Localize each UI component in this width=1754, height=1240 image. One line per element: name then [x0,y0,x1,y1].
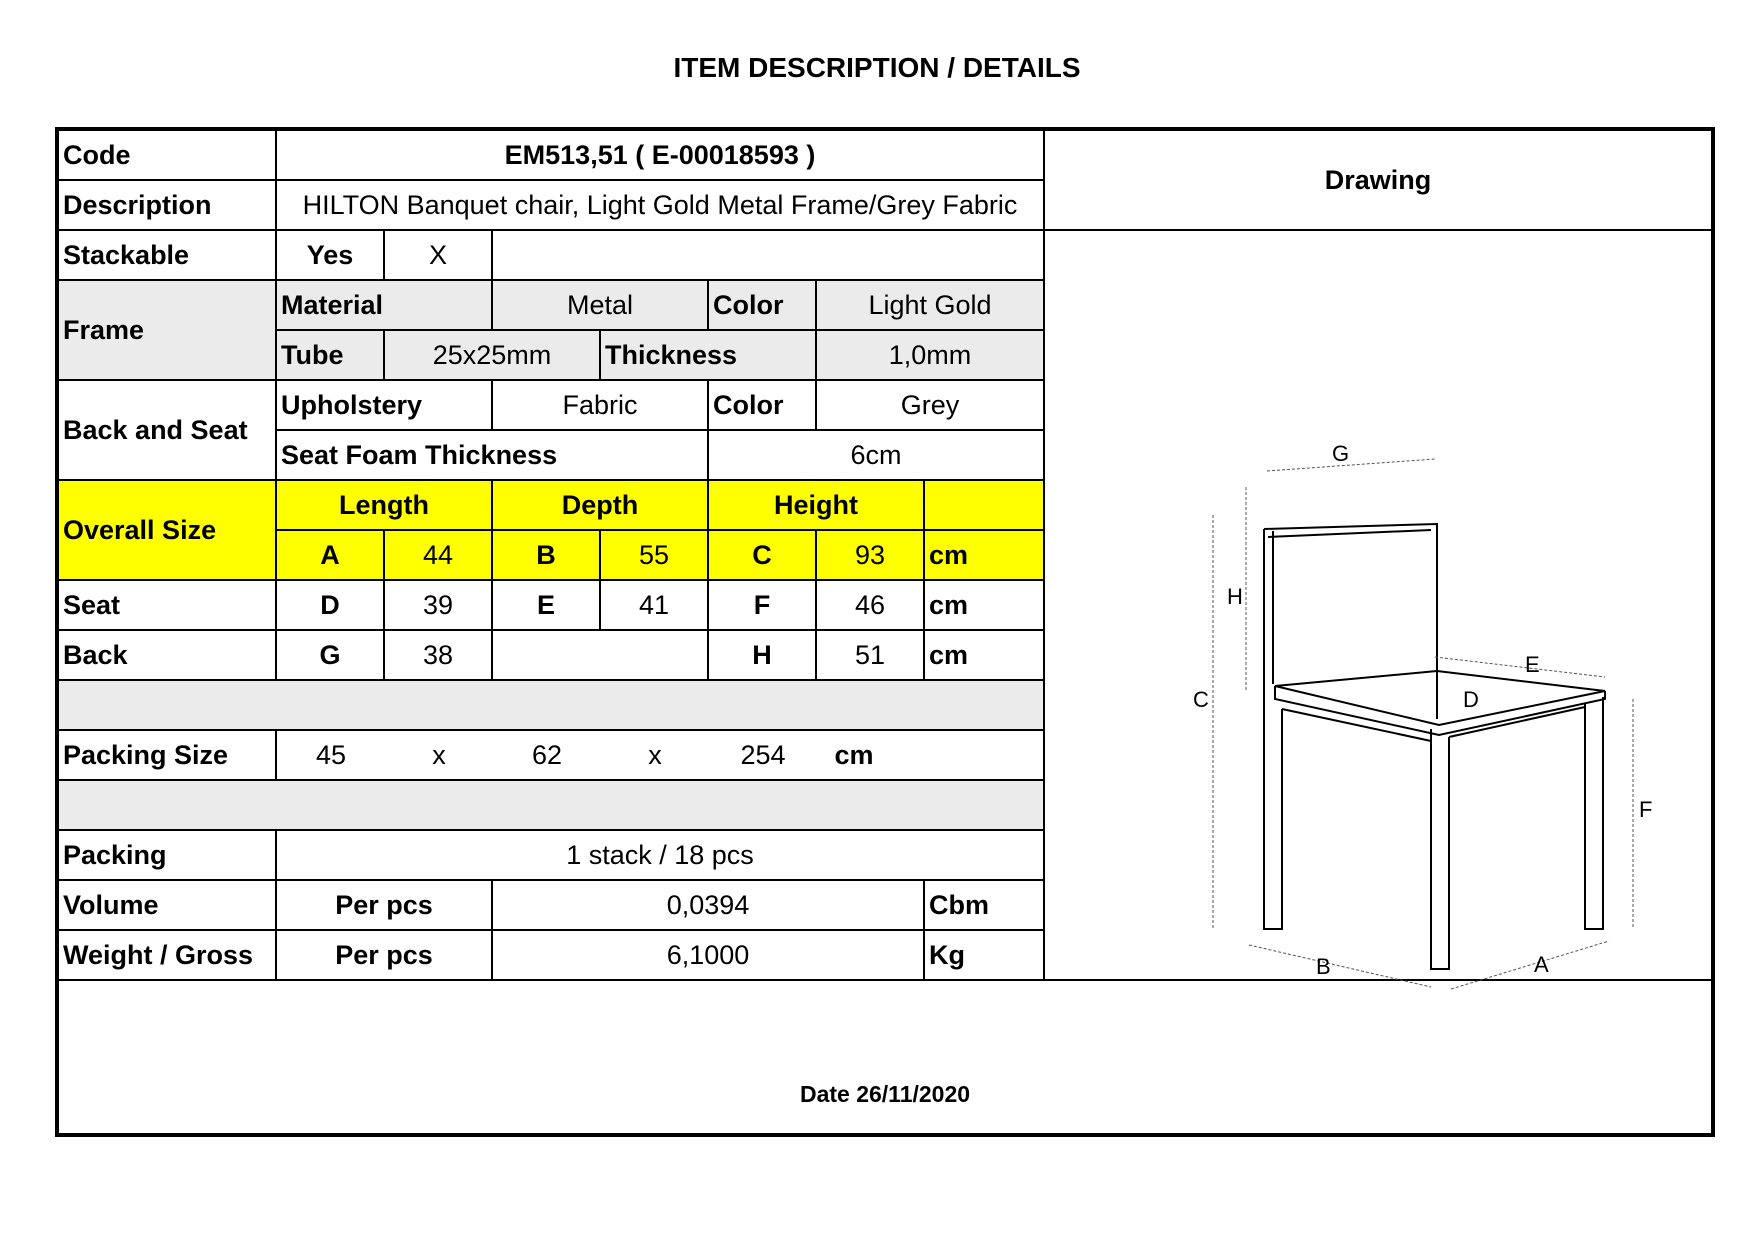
dim-a-value: 44 [385,531,493,581]
packing-value: 1 stack / 18 pcs [277,831,1045,881]
volume-label: Volume [59,881,277,931]
dim-e-value: 41 [601,581,709,631]
back-unit: cm [925,631,1045,681]
dim-g-value: 38 [385,631,493,681]
upholstery-color-value: Grey [817,381,1045,431]
length-header: Length [277,481,493,531]
dim-e-label: E [493,581,601,631]
drawing-label-f: F [1639,797,1653,822]
packing-label: Packing [59,831,277,881]
spacer-row-1 [59,681,1045,731]
packing-x-2: x [648,739,662,770]
packing-x-1: x [432,739,446,770]
drawing-label-b: B [1316,954,1331,979]
foam-label: Seat Foam Thickness [277,431,709,481]
drawing-label-a: A [1534,952,1549,977]
dim-d-value: 39 [385,581,493,631]
drawing-label-h: H [1227,584,1243,609]
frame-color-label: Color [709,281,817,331]
weight-value: 6,1000 [493,931,925,981]
stackable-yes: Yes [277,231,385,281]
description-label: Description [59,181,277,231]
frame-tube-label: Tube [277,331,385,381]
stackable-empty [493,231,1045,281]
volume-unit: Cbm [925,881,1045,931]
drawing-label-g: G [1332,441,1350,466]
volume-per: Per pcs [277,881,493,931]
stackable-mark: X [385,231,493,281]
weight-per: Per pcs [277,931,493,981]
drawing-header: Drawing [1045,131,1711,231]
weight-unit: Kg [925,931,1045,981]
weight-label: Weight / Gross [59,931,277,981]
frame-color-value: Light Gold [817,281,1045,331]
upholstery-label: Upholstery [277,381,493,431]
frame-thickness-value: 1,0mm [817,331,1045,381]
overall-size-unit: cm [925,531,1045,581]
seat-unit: cm [925,581,1045,631]
dim-h-value: 51 [817,631,925,681]
foam-value: 6cm [709,431,1045,481]
packing-size-values [277,731,1045,781]
code-value: EM513,51 ( E-00018593 ) [277,131,1045,181]
volume-value: 0,0394 [493,881,925,931]
dim-h-label: H [709,631,817,681]
description-value: HILTON Banquet chair, Light Gold Metal Frame/Grey Fabric [277,181,1045,231]
seat-label: Seat [59,581,277,631]
dim-a-label: A [277,531,385,581]
packing-depth: 62 [531,739,563,770]
back-empty [493,631,709,681]
back-label: Back [59,631,277,681]
date-label: Date 26/11/2020 [799,1081,971,1107]
frame-label: Frame [59,281,277,381]
dim-c-value: 93 [817,531,925,581]
upholstery-value: Fabric [493,381,709,431]
chair-leg-right [1585,697,1603,929]
back-and-seat-label: Back and Seat [59,381,277,481]
depth-header: Depth [493,481,709,531]
spec-sheet [55,127,1715,1137]
chair-leg-back-left [1264,684,1282,929]
packing-size-label: Packing Size [59,731,277,781]
dim-c-label: C [709,531,817,581]
packing-width: 45 [315,739,347,770]
frame-material-value: Metal [493,281,709,331]
code-label: Code [59,131,277,181]
dim-b-label: B [493,531,601,581]
overall-size-empty [925,481,1045,531]
packing-height: 254 [740,739,786,770]
chair-leg-front [1431,729,1449,969]
spacer-row-2 [59,781,1045,831]
dim-d-label: D [277,581,385,631]
frame-thickness-label: Thickness [601,331,817,381]
chair-seat [1275,671,1605,725]
dim-b-value: 55 [601,531,709,581]
dim-g-label: G [277,631,385,681]
stackable-label: Stackable [59,231,277,281]
chair-drawing [1169,229,1711,1075]
drawing-label-e: E [1525,652,1540,677]
drawing-label-d: D [1463,687,1479,712]
upholstery-color-label: Color [709,381,817,431]
overall-size-label: Overall Size [59,481,277,581]
dim-f-value: 46 [817,581,925,631]
dim-f-label: F [709,581,817,631]
page-title: ITEM DESCRIPTION / DETAILS [673,52,1081,83]
frame-material-label: Material [277,281,493,331]
packing-unit: cm [834,739,874,770]
frame-tube-value: 25x25mm [385,331,601,381]
drawing-label-c: C [1193,687,1209,712]
height-header: Height [709,481,925,531]
